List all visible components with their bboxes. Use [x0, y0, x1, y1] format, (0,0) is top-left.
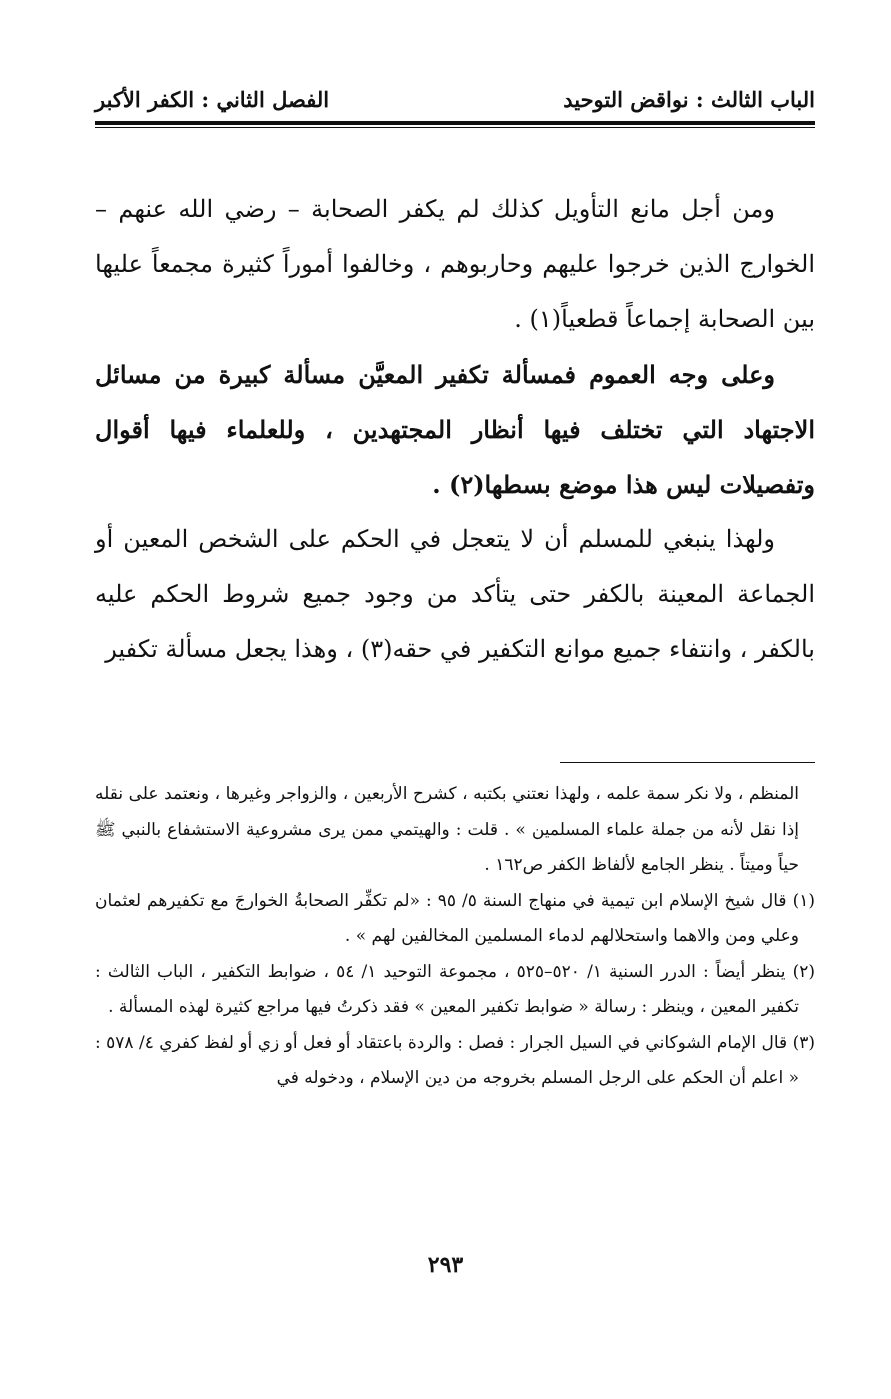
paragraph-1: ومن أجل مانع التأويل كذلك لم يكفر الصحابة – رضي الله عنهم – الخوارج الذين خرجوا عليهم وحاربوهم ، وخالفوا أموراً كثيرة مجمعاً عليها بين الصحابة إجماعاً قطعياً(١) . [95, 195, 815, 333]
footnote-2: (٢) ينظر أيضاً : الدرر السنية ١/ ٥٢٠–٥٢٥ ، مجموعة التوحيد ١/ ٥٤ ، ضوابط التكفير ، الباب الثالث : تكفير المعين ، وينظر : رسالة « ضوابط تكفير المعين » فقد ذكرتُ فيها مراجع كثيرة لهذه المسألة . [95, 961, 815, 1017]
footnote-3: (٣) قال الإمام الشوكاني في السيل الجرار : فصل : والردة باعتقاد أو فعل أو زي أو لفظ كفري ٤/ ٥٧٨ : « اعلم أن الحكم على الرجل المسلم بخروجه من دين الإسلام ، ودخوله في [95, 1032, 815, 1088]
paragraph-3: ولهذا ينبغي للمسلم أن لا يتعجل في الحكم على الشخص المعين أو الجماعة المعينة بالكفر حتى يتأكد من وجود جميع شروط الحكم عليه بالكفر ، وانتفاء جميع موانع التكفير في حقه(٣) ، وهذا يجعل مسألة تكفير [95, 525, 815, 663]
main-text [95, 182, 815, 677]
header-section-title: الفصل الثاني : الكفر الأكبر [95, 86, 330, 112]
paragraph-2: وعلى وجه العموم فمسألة تكفير المعيَّن مسألة كبيرة من مسائل الاجتهاد التي تختلف فيها أنظار المجتهدين ، وللعلماء فيها أقوال وتفصيلات ليس هذا موضع بسطها(٢) . [95, 360, 815, 499]
footnotes [95, 777, 815, 1097]
header-rule [95, 121, 815, 125]
footnote-continuation: المنظم ، ولا نكر سمة علمه ، ولهذا نعتني بكتبه ، كشرح الأربعين ، والزواجر وغيرها ، ونعتمد على نقله إذا نقل لأنه من جملة علماء المسلمين » . قلت : والهيتمي ممن يرى مشروعية الاستشفاع بالنبي ﷺ حياً وميتاً . ينظر الجامع لألفاظ الكفر ص١٦٢ . [95, 784, 799, 875]
page-number: ٢٩٣ [427, 1252, 464, 1278]
footnote-separator [560, 762, 815, 763]
footnote-1: (١) قال شيخ الإسلام ابن تيمية في منهاج السنة ٥/ ٩٥ : «لم تكفِّر الصحابةُ الخوارجَ مع تكفيرهم لعثمان وعلي ومن والاهما واستحلالهم لدماء المسلمين المخالفين لهم » . [95, 890, 815, 946]
header-chapter-title: الباب الثالث : نواقض التوحيد [563, 86, 815, 112]
header-rule-thin [95, 127, 815, 128]
running-header [95, 82, 815, 116]
